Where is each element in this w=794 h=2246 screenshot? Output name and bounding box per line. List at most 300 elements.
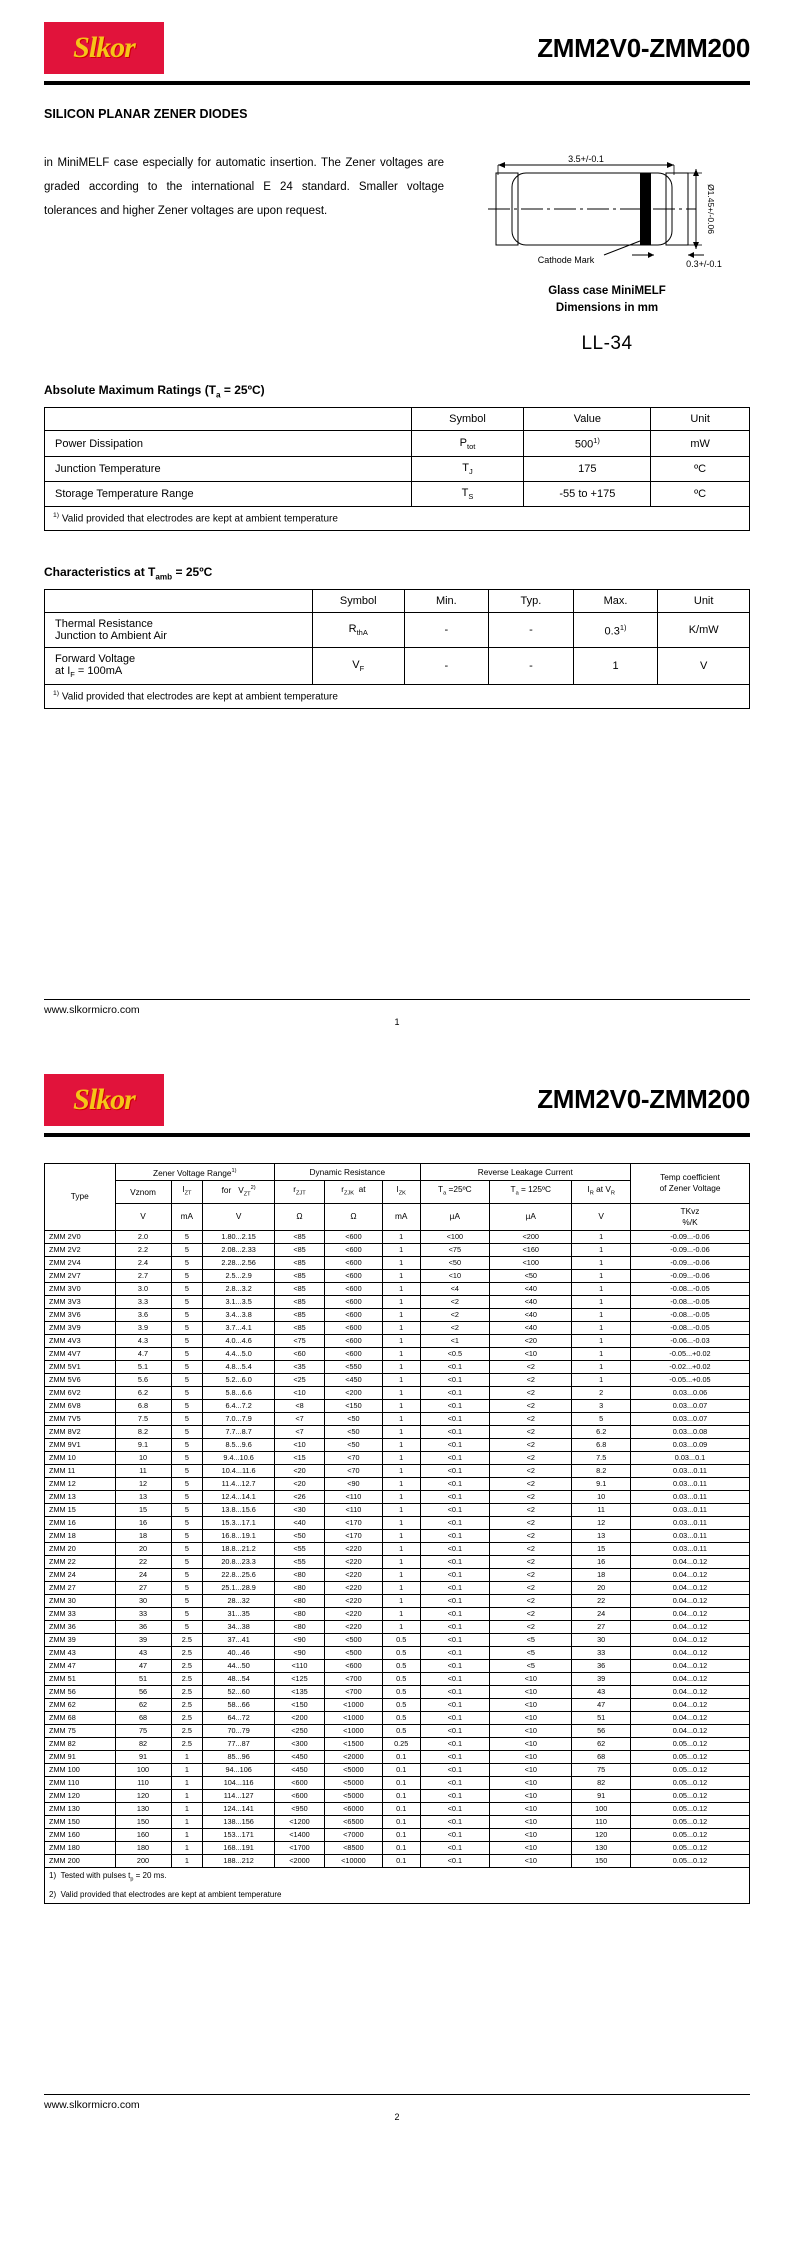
cell-type: ZMM 5V6: [45, 1373, 116, 1386]
table-row: [45, 1386, 750, 1399]
cell-rzjk: <500: [324, 1646, 382, 1659]
char-footnote-row: [45, 685, 750, 708]
cell-tkvz: -0.02...+0.02: [631, 1360, 750, 1373]
cell-izk: 1: [382, 1620, 420, 1633]
table-row: [45, 1737, 750, 1750]
cell-type: ZMM 75: [45, 1724, 116, 1737]
cell-ir-vr: 1: [572, 1256, 631, 1269]
part-number-title-page2: ZMM2V0-ZMM200: [537, 1084, 750, 1115]
cell-leak-125c: <5: [490, 1646, 572, 1659]
cell-vzt: 138...156: [203, 1815, 275, 1828]
cell-ir-vr: 5: [572, 1412, 631, 1425]
table-row: [45, 1672, 750, 1685]
cell-rzjt: <35: [275, 1360, 325, 1373]
cell-vzt: 4.4...5.0: [203, 1347, 275, 1360]
cell-rzjt: <60: [275, 1347, 325, 1360]
table-row: [45, 1659, 750, 1672]
cell-ir-vr: 6.2: [572, 1425, 631, 1438]
page2-gap: [44, 1137, 750, 1163]
cell-vznom: 11: [115, 1464, 171, 1477]
cell-vzt: 114...127: [203, 1789, 275, 1802]
cell-tkvz: -0.08...-0.05: [631, 1321, 750, 1334]
cell-leak-25c: <0.1: [420, 1776, 490, 1789]
cell-ir-vr: 47: [572, 1698, 631, 1711]
cell-ir-vr: 13: [572, 1529, 631, 1542]
cell-type: ZMM 4V3: [45, 1334, 116, 1347]
cell-ir-vr: 11: [572, 1503, 631, 1516]
cell-vznom: 43: [115, 1646, 171, 1659]
amr-table-title: [44, 383, 750, 399]
amr-symbol-2: [411, 482, 524, 507]
intro-section: [44, 151, 750, 355]
cell-leak-125c: <2: [490, 1542, 572, 1555]
char-typ-1: -: [489, 648, 574, 685]
cell-leak-25c: <0.1: [420, 1737, 490, 1750]
cell-tkvz: 0.03...0.11: [631, 1516, 750, 1529]
footnote-2: [45, 1887, 750, 1904]
cell-ir-vr: 10: [572, 1490, 631, 1503]
cell-leak-125c: <2: [490, 1360, 572, 1373]
cell-type: ZMM 110: [45, 1776, 116, 1789]
cell-leak-25c: <0.1: [420, 1555, 490, 1568]
cell-ir-vr: 82: [572, 1776, 631, 1789]
absolute-maximum-ratings-table: [44, 407, 750, 530]
group-header-zener-sup: 1): [231, 1167, 237, 1174]
cell-vzt: 5.8...6.6: [203, 1386, 275, 1399]
cell-type: ZMM 33: [45, 1607, 116, 1620]
cell-rzjt: <80: [275, 1568, 325, 1581]
cell-rzjt: <90: [275, 1633, 325, 1646]
cell-izk: 0.1: [382, 1854, 420, 1867]
cell-vznom: 6.8: [115, 1399, 171, 1412]
cell-vzt: 124...141: [203, 1802, 275, 1815]
cell-vzt: 52...60: [203, 1685, 275, 1698]
cell-izt: 5: [171, 1516, 203, 1529]
cell-vznom: 75: [115, 1724, 171, 1737]
table-row: [45, 1399, 750, 1412]
cell-ir-vr: 15: [572, 1542, 631, 1555]
cell-type: ZMM 4V7: [45, 1347, 116, 1360]
cell-rzjk: <600: [324, 1308, 382, 1321]
cell-rzjk: <600: [324, 1256, 382, 1269]
cell-izk: 0.5: [382, 1659, 420, 1672]
group-header-zener-voltage: [115, 1163, 275, 1181]
cell-tkvz: 0.04...0.12: [631, 1711, 750, 1724]
cell-rzjt: <450: [275, 1763, 325, 1776]
footer-page-number-page2: 2: [394, 2112, 400, 2123]
cell-tkvz: -0.05...+0.02: [631, 1347, 750, 1360]
cell-vznom: 3.3: [115, 1295, 171, 1308]
cell-izk: 1: [382, 1347, 420, 1360]
cell-tkvz: -0.09...-0.06: [631, 1230, 750, 1243]
cell-vzt: 9.4...10.6: [203, 1451, 275, 1464]
cell-type: ZMM 22: [45, 1555, 116, 1568]
cell-vzt: 85...96: [203, 1750, 275, 1763]
cell-vzt: 77...87: [203, 1737, 275, 1750]
cell-izk: 0.5: [382, 1685, 420, 1698]
cell-vzt: 13.8...15.6: [203, 1503, 275, 1516]
cell-izt: 5: [171, 1334, 203, 1347]
cell-vznom: 5.1: [115, 1360, 171, 1373]
cell-vzt: 3.4...3.8: [203, 1308, 275, 1321]
cell-leak-125c: <2: [490, 1516, 572, 1529]
cell-leak-25c: <10: [420, 1269, 490, 1282]
table-row: [45, 1347, 750, 1360]
cell-izt: 2.5: [171, 1672, 203, 1685]
cell-ir-vr: 62: [572, 1737, 631, 1750]
cell-rzjk: <220: [324, 1594, 382, 1607]
document-header-page2: [44, 1074, 750, 1130]
cell-tkvz: 0.03...0.07: [631, 1412, 750, 1425]
cell-izt: 5: [171, 1308, 203, 1321]
tempco-line1: Temp coefficient: [660, 1172, 720, 1183]
cell-izt: 1: [171, 1802, 203, 1815]
table-row: [45, 1503, 750, 1516]
cell-izt: 2.5: [171, 1646, 203, 1659]
tempco-line2: of Zener Voltage: [659, 1183, 721, 1194]
char-symbol-main-0: R: [348, 623, 357, 636]
package-outline-drawing: [482, 151, 732, 271]
cell-ir-vr: 1: [572, 1269, 631, 1282]
cell-izt: 2.5: [171, 1633, 203, 1646]
cell-rzjt: <40: [275, 1516, 325, 1529]
cell-leak-25c: <0.1: [420, 1373, 490, 1386]
cell-type: ZMM 51: [45, 1672, 116, 1685]
cell-leak-125c: <10: [490, 1828, 572, 1841]
char-table-title: [44, 565, 750, 581]
table-group-header-row: [45, 1163, 750, 1181]
package-drawing-column: [444, 151, 750, 355]
char-param-1-line2: at $I_F = 100mA$: [55, 665, 123, 680]
page1-footer: [0, 999, 794, 1026]
amr-param-1: Junction Temperature: [45, 457, 412, 482]
table-header-row: [45, 408, 750, 431]
cell-izt: 5: [171, 1347, 203, 1360]
cell-vznom: 24: [115, 1568, 171, 1581]
cell-type: ZMM 5V1: [45, 1360, 116, 1373]
cell-leak-25c: <0.1: [420, 1594, 490, 1607]
cell-tkvz: 0.04...0.12: [631, 1646, 750, 1659]
cell-vznom: 120: [115, 1789, 171, 1802]
cell-type: ZMM 6V2: [45, 1386, 116, 1399]
cell-vzt: 8.5...9.6: [203, 1438, 275, 1451]
cell-type: ZMM 2V7: [45, 1269, 116, 1282]
footer-url[interactable]: www.slkormicro.com: [44, 1003, 140, 1016]
char-max-0: [573, 613, 658, 648]
zener-parameters-table: [44, 1163, 750, 1905]
cell-ir-vr: 68: [572, 1750, 631, 1763]
table-row: [45, 1789, 750, 1802]
cell-vznom: 82: [115, 1737, 171, 1750]
cell-rzjt: <1200: [275, 1815, 325, 1828]
cell-leak-125c: <10: [490, 1672, 572, 1685]
cell-type: ZMM 68: [45, 1711, 116, 1724]
cell-leak-25c: <0.1: [420, 1711, 490, 1724]
cell-leak-125c: <2: [490, 1386, 572, 1399]
cell-izk: 0.5: [382, 1633, 420, 1646]
cell-vzt: 2.08...2.33: [203, 1243, 275, 1256]
cell-leak-25c: <0.1: [420, 1646, 490, 1659]
cell-vzt: 48...54: [203, 1672, 275, 1685]
cell-leak-125c: <2: [490, 1529, 572, 1542]
cell-leak-125c: <10: [490, 1685, 572, 1698]
cell-vzt: 15.3...17.1: [203, 1516, 275, 1529]
table-row: [45, 482, 750, 507]
cell-izt: 5: [171, 1568, 203, 1581]
cell-ir-vr: 36: [572, 1659, 631, 1672]
cell-rzjk: <70: [324, 1451, 382, 1464]
cell-izk: 0.1: [382, 1789, 420, 1802]
cell-tkvz: 0.04...0.12: [631, 1555, 750, 1568]
tkvz-unit: %/K: [682, 1216, 698, 1227]
cell-type: ZMM 91: [45, 1750, 116, 1763]
cell-izt: 1: [171, 1776, 203, 1789]
table-row: [45, 1698, 750, 1711]
cell-leak-25c: <0.1: [420, 1425, 490, 1438]
cell-leak-25c: <0.1: [420, 1789, 490, 1802]
cell-rzjt: <200: [275, 1711, 325, 1724]
cell-leak-25c: <2: [420, 1295, 490, 1308]
cell-vzt: 25.1...28.9: [203, 1581, 275, 1594]
cell-ir-vr: 1: [572, 1295, 631, 1308]
cell-leak-125c: <2: [490, 1399, 572, 1412]
char-symbol-0: [312, 613, 404, 648]
cell-vzt: 94...106: [203, 1763, 275, 1776]
cell-leak-125c: <10: [490, 1347, 572, 1360]
cell-leak-125c: <10: [490, 1763, 572, 1776]
group-header-zener-label: Zener Voltage Range: [153, 1167, 232, 1178]
table-row: [45, 1477, 750, 1490]
cell-rzjt: <7: [275, 1412, 325, 1425]
cell-izt: 5: [171, 1282, 203, 1295]
cell-izk: 1: [382, 1516, 420, 1529]
cell-rzjk: <170: [324, 1516, 382, 1529]
cell-ir-vr: 130: [572, 1841, 631, 1854]
amr-symbol-sub-0: tot: [467, 441, 476, 451]
cell-izt: 2.5: [171, 1711, 203, 1724]
cell-tkvz: 0.03...0.11: [631, 1542, 750, 1555]
cell-izt: 5: [171, 1620, 203, 1633]
cell-vzt: 12.4...14.1: [203, 1490, 275, 1503]
table-row: [45, 1360, 750, 1373]
cell-izk: 1: [382, 1269, 420, 1282]
cell-izt: 5: [171, 1373, 203, 1386]
cell-leak-125c: <10: [490, 1711, 572, 1724]
cell-type: ZMM 7V5: [45, 1412, 116, 1425]
cell-rzjk: <700: [324, 1672, 382, 1685]
cell-izt: 5: [171, 1529, 203, 1542]
cell-tkvz: 0.05...0.12: [631, 1854, 750, 1867]
amr-symbol-1: [411, 457, 524, 482]
cell-ir-vr: 2: [572, 1386, 631, 1399]
cell-type: ZMM 150: [45, 1815, 116, 1828]
cell-tkvz: -0.09...-0.06: [631, 1269, 750, 1282]
char-param-1: [45, 648, 313, 685]
cell-ir-vr: 150: [572, 1854, 631, 1867]
cell-izk: 0.1: [382, 1815, 420, 1828]
cell-leak-25c: <0.1: [420, 1412, 490, 1425]
cell-leak-25c: <0.1: [420, 1607, 490, 1620]
cell-vznom: 62: [115, 1698, 171, 1711]
package-caption-line2: Dimensions in mm: [555, 302, 659, 314]
cell-type: ZMM 13: [45, 1490, 116, 1503]
cell-vznom: 3.9: [115, 1321, 171, 1334]
cell-rzjt: <135: [275, 1685, 325, 1698]
table-row: [45, 1425, 750, 1438]
cell-tkvz: 0.03...0.06: [631, 1386, 750, 1399]
footnote-1-num: 1): [49, 1870, 57, 1880]
cell-izt: 5: [171, 1581, 203, 1594]
cell-leak-25c: <75: [420, 1243, 490, 1256]
cell-leak-125c: <10: [490, 1698, 572, 1711]
cell-vznom: 10: [115, 1451, 171, 1464]
char-symbol-sub-0: thA: [356, 628, 368, 638]
cell-vzt: 31...35: [203, 1607, 275, 1620]
table-row: [45, 1529, 750, 1542]
cell-izk: 0.1: [382, 1841, 420, 1854]
logo-text: Slkor: [73, 31, 135, 64]
cell-leak-25c: <0.1: [420, 1672, 490, 1685]
cell-leak-125c: <160: [490, 1243, 572, 1256]
cell-izk: 1: [382, 1256, 420, 1269]
cell-ir-vr: 1: [572, 1321, 631, 1334]
table-row: [45, 1581, 750, 1594]
cell-type: ZMM 18: [45, 1529, 116, 1542]
cell-vzt: 18.8...21.2: [203, 1542, 275, 1555]
intro-paragraph: in MiniMELF case especially for automatic insertion. The Zener voltages are graded according to the international E 24 standard. Smaller voltage tolerances and higher Zener voltages are upon request.: [44, 157, 444, 217]
cell-ir-vr: 20: [572, 1581, 631, 1594]
char-max-sup-0: 1): [619, 622, 627, 632]
amr-value-0: [524, 431, 651, 457]
cell-tkvz: 0.04...0.12: [631, 1724, 750, 1737]
table-row: [45, 1607, 750, 1620]
table-row: [45, 1776, 750, 1789]
table-row: [45, 1412, 750, 1425]
cell-izt: 5: [171, 1386, 203, 1399]
dim-length-label: 3.5+/-0.1: [568, 154, 604, 164]
cell-leak-25c: <0.1: [420, 1360, 490, 1373]
char-param-1-line1: Forward Voltage: [55, 653, 136, 666]
table-row: [45, 1438, 750, 1451]
cell-izt: 5: [171, 1503, 203, 1516]
cell-izk: 1: [382, 1542, 420, 1555]
package-caption-line1: Glass case MiniMELF: [548, 285, 666, 297]
cell-vzt: 6.4...7.2: [203, 1399, 275, 1412]
cell-type: ZMM 20: [45, 1542, 116, 1555]
document-header: [44, 22, 750, 78]
footer-url-page2[interactable]: www.slkormicro.com: [44, 2099, 140, 2112]
table-row: [45, 1282, 750, 1295]
footer-divider: [44, 999, 750, 1000]
table-row: [45, 1568, 750, 1581]
amr-symbol-sub-2: S: [468, 492, 474, 502]
cell-type: ZMM 30: [45, 1594, 116, 1607]
cell-izk: 1: [382, 1503, 420, 1516]
cell-leak-25c: <0.1: [420, 1659, 490, 1672]
cell-rzjk: <220: [324, 1555, 382, 1568]
cell-vzt: 70...79: [203, 1724, 275, 1737]
cell-rzjk: <450: [324, 1373, 382, 1386]
cell-leak-125c: <10: [490, 1737, 572, 1750]
cell-vznom: 6.2: [115, 1386, 171, 1399]
cell-ir-vr: 43: [572, 1685, 631, 1698]
cell-izk: 1: [382, 1373, 420, 1386]
table-row: [45, 1841, 750, 1854]
cell-rzjt: <26: [275, 1490, 325, 1503]
cell-izt: 5: [171, 1360, 203, 1373]
cell-vznom: 22: [115, 1555, 171, 1568]
cell-vzt: 153...171: [203, 1828, 275, 1841]
cell-izk: 0.1: [382, 1828, 420, 1841]
cell-izt: 5: [171, 1542, 203, 1555]
cell-rzjk: <5000: [324, 1776, 382, 1789]
cell-leak-125c: <100: [490, 1256, 572, 1269]
table-row: [45, 1802, 750, 1815]
cell-vzt: 3.1...3.5: [203, 1295, 275, 1308]
cell-vznom: 3.6: [115, 1308, 171, 1321]
cell-izk: 1: [382, 1607, 420, 1620]
subheader-vznom: Vznom: [115, 1181, 171, 1203]
part-number-title: ZMM2V0-ZMM200: [537, 32, 750, 63]
cell-rzjk: <600: [324, 1347, 382, 1360]
cell-leak-125c: <2: [490, 1568, 572, 1581]
amr-symbol-0: [411, 431, 524, 457]
cell-vznom: 91: [115, 1750, 171, 1763]
cell-tkvz: 0.03...0.11: [631, 1464, 750, 1477]
char-header-min: Min.: [404, 590, 489, 613]
cell-leak-25c: <0.1: [420, 1451, 490, 1464]
cell-type: ZMM 160: [45, 1828, 116, 1841]
cell-tkvz: 0.04...0.12: [631, 1581, 750, 1594]
cell-leak-25c: <0.1: [420, 1386, 490, 1399]
char-header-max: Max.: [573, 590, 658, 613]
cell-leak-25c: <0.1: [420, 1698, 490, 1711]
cell-leak-25c: <100: [420, 1230, 490, 1243]
cell-rzjt: <80: [275, 1607, 325, 1620]
cell-type: ZMM 12: [45, 1477, 116, 1490]
footer-page-number: 1: [394, 1016, 400, 1027]
cell-leak-25c: <0.1: [420, 1685, 490, 1698]
cell-izk: 1: [382, 1399, 420, 1412]
cell-ir-vr: 1: [572, 1347, 631, 1360]
cell-tkvz: -0.09...-0.06: [631, 1256, 750, 1269]
cell-rzjk: <1000: [324, 1711, 382, 1724]
char-min-0: -: [404, 613, 489, 648]
amr-header-unit: Unit: [651, 408, 750, 431]
char-symbol-sub-1: F: [359, 664, 365, 674]
cell-izt: 5: [171, 1607, 203, 1620]
amr-header-value: Value: [524, 408, 651, 431]
cell-ir-vr: 75: [572, 1763, 631, 1776]
cell-ir-vr: 9.1: [572, 1477, 631, 1490]
company-logo-page2: [44, 1074, 164, 1126]
table-row: [45, 613, 750, 648]
cell-izk: 1: [382, 1334, 420, 1347]
cell-ir-vr: 7.5: [572, 1451, 631, 1464]
cell-vzt: 28...32: [203, 1594, 275, 1607]
cell-izt: 1: [171, 1763, 203, 1776]
cell-leak-25c: <0.1: [420, 1503, 490, 1516]
cell-type: ZMM 2V4: [45, 1256, 116, 1269]
cell-vznom: 33: [115, 1607, 171, 1620]
subheader-ir-vr: $I_R$ at $V_R$: [572, 1181, 631, 1203]
cell-ir-vr: 56: [572, 1724, 631, 1737]
cell-vzt: 34...38: [203, 1620, 275, 1633]
cell-leak-25c: <0.1: [420, 1490, 490, 1503]
table-row: [45, 1373, 750, 1386]
cell-rzjk: <600: [324, 1230, 382, 1243]
cell-rzjt: <55: [275, 1542, 325, 1555]
